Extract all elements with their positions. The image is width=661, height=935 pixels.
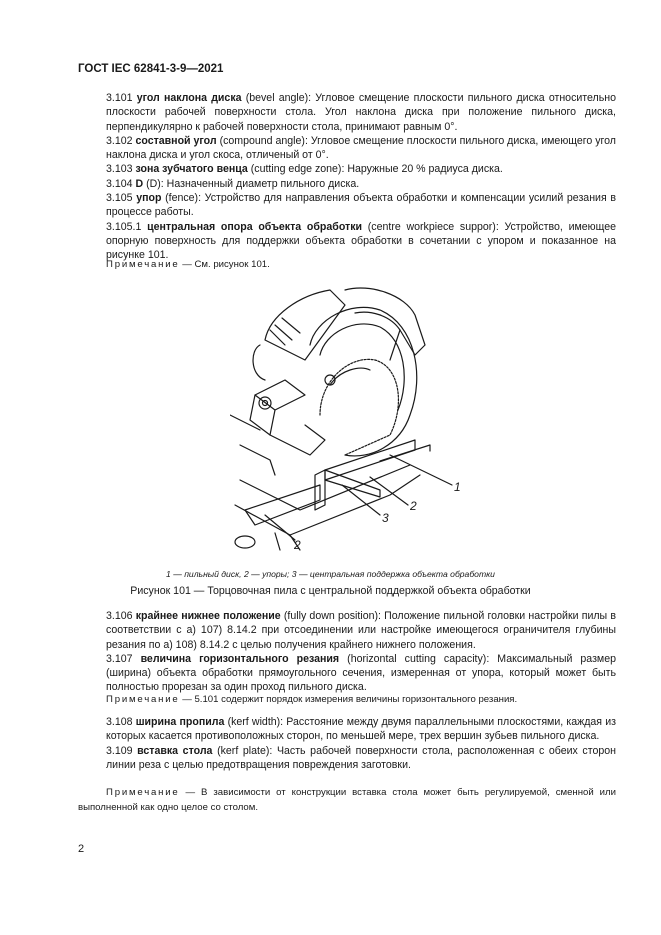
callout-3-leader bbox=[342, 485, 380, 515]
clause-number: 3.108 bbox=[106, 716, 133, 728]
term: угол наклона диска bbox=[136, 92, 242, 104]
definition-text: (compound angle): Угловое смещение плоскости пильного диска, имеющего угол наклона диска и угол скоса, отличеный от 0°. bbox=[106, 134, 616, 162]
definition-text: (horizontal cutting capacity): Максимальный размер (ширина) объекта обработки прямоугольного сечения, измеренная от упора, который может быть полностью прорезан за один проход пильного диска. bbox=[106, 652, 616, 694]
clause-number: 3.101 bbox=[106, 92, 133, 104]
definition-3-104 bbox=[78, 177, 616, 191]
note-text: — 5.101 содержит порядок измерения величины горизонтального резания. bbox=[182, 694, 518, 705]
clause-number: 3.107 bbox=[106, 652, 133, 665]
definition-3-103 bbox=[78, 162, 616, 176]
term: ширина пропила bbox=[135, 716, 225, 728]
callout-label: 1 bbox=[454, 480, 461, 494]
definition-3-105 bbox=[78, 191, 616, 220]
base-edge bbox=[235, 475, 420, 535]
definition-text: (fully down position): Положение пильной головки настройки пилы в соответствии с а) 107) 8.14.2 при отсоединении или настройке имеющегося ограничителя глубины резания по а) 108) 8.14.2 с целью получения крайнего нижнего положения. bbox=[106, 610, 616, 651]
term: D bbox=[135, 177, 144, 190]
note-label: Примечание bbox=[106, 259, 180, 270]
callout-label: 3 bbox=[382, 511, 389, 525]
clause-number: 3.105.1 bbox=[106, 220, 142, 233]
mitre-saw-figure bbox=[230, 285, 520, 560]
note-2 bbox=[78, 693, 616, 708]
clause-number: 3.102 bbox=[106, 134, 133, 147]
callout-label: 2 bbox=[410, 499, 417, 513]
clause-number: 3.105 bbox=[106, 192, 133, 205]
note-label: Примечание bbox=[106, 787, 180, 798]
page-number: 2 bbox=[78, 843, 85, 855]
clause-number: 3.103 bbox=[106, 163, 133, 176]
figure-legend: 1 — пильный диск, 2 — упоры; 3 — центральная поддержка объекта обработки bbox=[166, 569, 495, 579]
note-3 bbox=[78, 786, 616, 815]
note-label: Примечание bbox=[106, 694, 180, 705]
definition-text: (kerf plate): Часть рабочей поверхности стола, расположенная с обеих сторон линии реза с целью предотвращения повреждения заготовки. bbox=[106, 744, 616, 771]
term: вставка стола bbox=[137, 744, 213, 757]
term: упор bbox=[136, 192, 162, 205]
definition-text: (kerf width): Расстояние между двумя параллельными плоскостями, каждая из которых касается противоположных сторон, по меньшей мере, трех вершин зубьев пильного диска. bbox=[106, 716, 616, 743]
clause-number: 3.104 bbox=[106, 177, 133, 190]
note-text: — В зависимости от конструкции вставка стола может быть регулируемой, сменной или выполненной как одно целое со столом. bbox=[78, 787, 616, 813]
document-header: ГОСТ IEC 62841-3-9—2021 bbox=[78, 63, 224, 75]
definition-3-102 bbox=[78, 134, 616, 163]
clause-number: 3.109 bbox=[106, 744, 133, 757]
definitions-block-2 bbox=[78, 609, 616, 695]
term: составной угол bbox=[135, 134, 217, 147]
definition-3-107 bbox=[78, 652, 616, 695]
definition-3-108 bbox=[78, 715, 616, 744]
note-text: — См. рисунок 101. bbox=[182, 259, 270, 270]
note-1 bbox=[78, 258, 616, 273]
definitions-block-1 bbox=[78, 91, 616, 263]
figure-caption: Рисунок 101 — Торцовочная пила с центральной поддержкой объекта обработки bbox=[130, 585, 531, 597]
clause-number: 3.106 bbox=[106, 610, 133, 622]
definition-text: (D): Назначенный диаметр пильного диска. bbox=[146, 177, 360, 190]
definitions-block-3 bbox=[78, 715, 616, 772]
callout-2b-leader bbox=[265, 515, 295, 540]
definition-3-109 bbox=[78, 744, 616, 773]
term: величина горизонтального резания bbox=[140, 652, 340, 665]
definition-3-106 bbox=[78, 609, 616, 652]
definition-text: (cutting edge zone): Наружные 20 % радиуса диска. bbox=[250, 163, 503, 176]
definition-3-101 bbox=[78, 91, 616, 134]
term: центральная опора объекта обработки bbox=[147, 220, 363, 233]
definition-text: (centre workpiece suppor): Устройство, имеющее опорную поверхность для поддержки объекта обработки в сочетании с упором и показанное на рисунке 101. bbox=[106, 220, 616, 262]
callout-label: 2 bbox=[294, 538, 301, 552]
definition-text: (fence): Устройство для направления объекта обработки и компенсации усилий резания в процессе работы. bbox=[106, 192, 616, 219]
term: зона зубчатого венца bbox=[135, 163, 248, 176]
definition-3-105-1 bbox=[78, 220, 616, 263]
term: крайнее нижнее положение bbox=[135, 610, 281, 622]
definition-text: (bevel angle): Угловое смещение плоскости пильного диска относительно плоскости рабочей поверхности стола. Угол наклона диска при положение пильного диска, перпендикулярно к рабочей поверхности стола, принимают равным 0°. bbox=[106, 92, 616, 133]
